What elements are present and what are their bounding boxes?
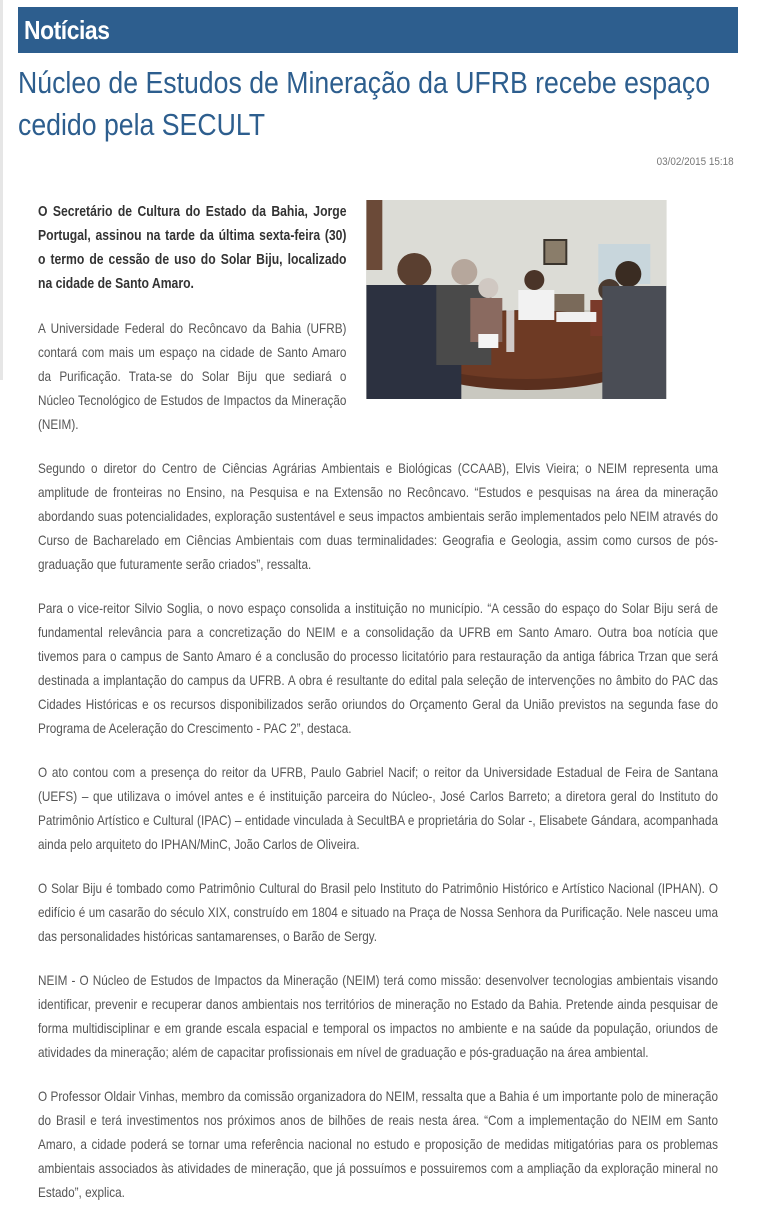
article-paragraph: A Universidade Federal do Recôncavo da Bahia (UFRB) contará com mais um espaço na cidade de Santo Amaro da Purificação. Trata-se do Solar Biju que sediará o Núcleo Tecnológico de Estudos de Impactos da Mineração (NEIM). — [38, 320, 347, 432]
article-paragraph: O Professor Oldair Vinhas, membro da comissão organizadora do NEIM, ressalta que a Bahia é um importante polo de mineração do Brasil e terá investimentos nos próximos anos de bilhões de reais nesta área. “Com a implementação do NEIM em Santo Amaro, a cidade poderá se tornar uma referência nacional no estudo e proposição de medidas mitigatórias para os problemas ambientais associados às atividades de mineração, que já possuímos e possuiremos com a ampliação da exploração mineral no Estado”, explica. — [38, 1088, 718, 1200]
article-date: 03/02/2015 15:18 — [656, 156, 734, 168]
article-paragraph: Segundo o diretor do Centro de Ciências Agrárias Ambientais e Biológicas (CCAAB), Elvis Vieira; o NEIM representa uma amplitude de fronteiras no Ensino, na Pesquisa e na Extensão no Recôncavo. “Estudos e pesquisas na área da mineração abordando suas potencialidades, exploração sustentável e seus impactos ambientais serão implementados pelo NEIM através do Curso de Bacharelado em Ciências Ambientais com duas terminalidades: Geografia e Geologia, assim como cursos de pós-graduação que futuramente serão criados”, ressalta. — [38, 460, 718, 572]
article-lead: O Secretário de Cultura do Estado da Bahia, Jorge Portugal, assinou na tarde da última sexta-feira (30) o termo de cessão de uso do Solar Biju, localizado na cidade de Santo Amaro. — [38, 204, 347, 292]
section-title: Notícias — [24, 15, 110, 45]
left-border — [0, 0, 3, 380]
article-title: Núcleo de Estudos de Mineração da UFRB recebe espaço cedido pela SECULT — [18, 65, 711, 142]
meeting-photo-image — [367, 200, 667, 399]
article-paragraph: Para o vice-reitor Silvio Soglia, o novo espaço consolida a instituição no município. “A cessão do espaço do Solar Biju será de fundamental relevância para a concretização do NEIM e a consolidação da UFRB em Santo Amaro. Outra boa notícia que tivemos para o campus de Santo Amaro é a conclusão do processo licitatório para restauração da antiga fábrica Trzan que será destinada a implantação do campus da UFRB. A obra é resultante do edital pala seleção de intervenções no âmbito do PAC das Cidades Históricas e os recursos disponibilizados serão oriundos do Orçamento Geral da União previstos na segunda fase do Programa de Aceleração do Crescimento - PAC 2”, destaca. — [38, 600, 718, 736]
article-paragraph: O Solar Biju é tombado como Patrimônio Cultural do Brasil pelo Instituto do Patrimônio Histórico e Artístico Nacional (IPHAN). O edifício é um casarão do século XIX, construído em 1804 e situado na Praça de Nossa Senhora da Purificação. Nele nasceu uma das personalidades históricas santamarenses, o Barão de Sergy. — [38, 880, 718, 944]
article-paragraph: NEIM - O Núcleo de Estudos de Impactos da Mineração (NEIM) terá como missão: desenvolver tecnologias ambientais visando identificar, prevenir e recuperar danos ambientais nos territórios de mineração no Estado da Bahia. Pretende ainda pesquisar de forma multidisciplinar e em grande escala espacial e temporal os impactos no ambiente e na saúde da população, oriundos de atividades da mineração; além de capacitar profissionais em nível de graduação e pós-graduação na área ambiental. — [38, 972, 718, 1060]
meeting-photo[interactable] — [367, 200, 667, 399]
section-header — [18, 7, 738, 53]
article-body — [38, 200, 718, 1224]
article-paragraph: O ato contou com a presença do reitor da UFRB, Paulo Gabriel Nacif; o reitor da Universidade Estadual de Feira de Santana (UEFS) – que utilizava o imóvel antes e é instituição parceira do Núcleo-, José Carlos Barreto; a diretora geral do Instituto do Patrimônio Artístico e Cultural (IPAC) – entidade vinculada à SecultBA e proprietária do Solar -, Elisabete Gándara, acompanhada ainda pelo arquiteto do IPHAN/MinC, João Carlos de Oliveira. — [38, 764, 718, 852]
